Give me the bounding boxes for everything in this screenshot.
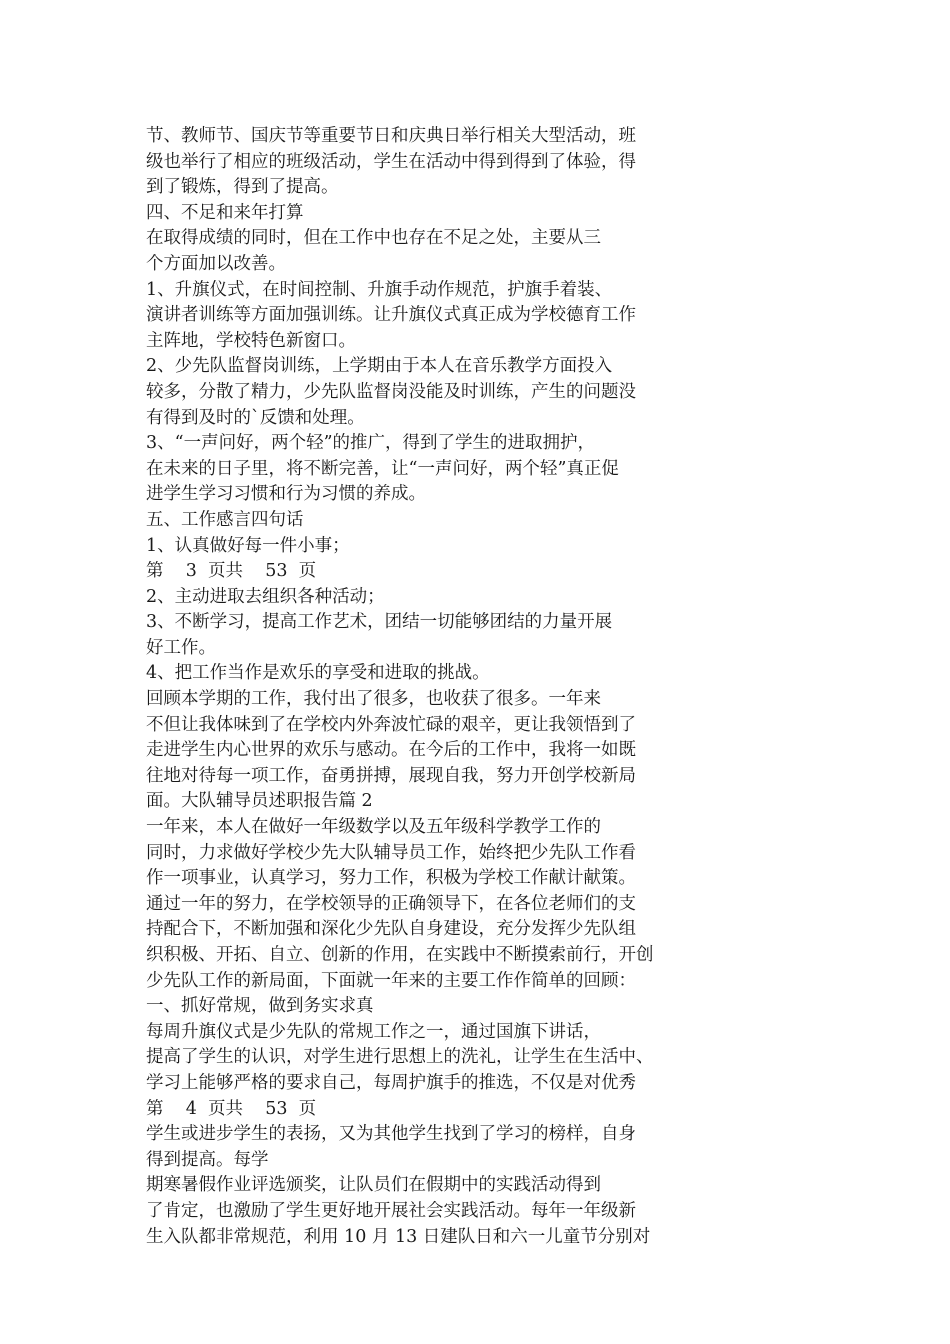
text-line: 作一项事业，认真学习，努力工作，积极为学校工作献计献策。	[146, 868, 636, 889]
section-heading: 五、工作感言四句话	[146, 509, 304, 530]
text-line: 在取得成绩的同时，但在工作中也存在不足之处，主要从三	[146, 228, 601, 249]
section-heading: 一、抓好常规，做到务实求真	[146, 996, 374, 1017]
text-line: 学生或进步学生的表扬，又为其他学生找到了学习的榜样，自身	[146, 1124, 636, 1145]
text-line: 到了锻炼，得到了提高。	[146, 177, 339, 198]
text-line: 节、教师节、国庆节等重要节日和庆典日举行相关大型活动，班	[146, 126, 636, 146]
text-line: 了肯定，也激励了学生更好地开展社会实践活动。每年一年级新	[146, 1200, 636, 1221]
text-line: 一年来，本人在做好一年级数学以及五年级科学教学工作的	[146, 817, 601, 838]
text-line: 进学生学习习惯和行为习惯的养成。	[146, 484, 426, 505]
text-line: 1、升旗仪式，在时间控制、升旗手动作规范，护旗手着装、	[146, 279, 613, 300]
text-line: 生入队都非常规范，利用 10 月 13 日建队日和六一儿童节分别对	[146, 1226, 651, 1247]
text-line: 每周升旗仪式是少先队的常规工作之一，通过国旗下讲话，	[146, 1021, 601, 1042]
text-line: 同时，力求做好学校少先大队辅导员工作，始终把少先队工作看	[146, 842, 636, 863]
text-line: 走进学生内心世界的欢乐与感动。在今后的工作中，我将一如既	[146, 740, 636, 761]
text-line: 不但让我体味到了在学校内外奔波忙碌的艰辛，更让我领悟到了	[146, 714, 636, 735]
text-line: 提高了学生的认识，对学生进行思想上的洗礼，让学生在生活中、	[146, 1047, 654, 1068]
text-line: 较多，分散了精力，少先队监督岗没能及时训练，产生的问题没	[146, 381, 636, 402]
text-line: 有得到及时的`反馈和处理。	[146, 407, 365, 428]
text-line: 3、“一声问好，两个轻”的推广，得到了学生的进取拥护，	[146, 433, 596, 454]
text-line: 2、主动进取去组织各种活动；	[146, 586, 385, 607]
page-number: 第 3 页共 53 页	[146, 561, 317, 582]
section-heading: 四、不足和来年打算	[146, 202, 304, 223]
text-line: 4、把工作当作是欢乐的享受和进取的挑战。	[146, 663, 490, 684]
text-line: 往地对待每一项工作，奋勇拼搏，展现自我，努力开创学校新局	[146, 765, 636, 786]
text-line: 持配合下，不断加强和深化少先队自身建设，充分发挥少先队组	[146, 919, 636, 940]
text-line: 期寒暑假作业评选颁奖，让队员们在假期中的实践活动得到	[146, 1175, 601, 1196]
text-line: 织积极、开拓、自立、创新的作用，在实践中不断摸索前行，开创	[146, 945, 654, 965]
text-line: 少先队工作的新局面，下面就一年来的主要工作作简单的回顾：	[146, 970, 636, 991]
text-line: 在未来的日子里，将不断完善，让“一声问好，两个轻”真正促	[146, 458, 619, 479]
text-line: 演讲者训练等方面加强训练。让升旗仪式真正成为学校德育工作	[146, 305, 636, 326]
text-line: 1、认真做好每一件小事；	[146, 535, 350, 556]
page-number: 第 4 页共 53 页	[146, 1098, 317, 1119]
text-line: 级也举行了相应的班级活动，学生在活动中得到得到了体验，得	[146, 151, 636, 172]
text-line: 回顾本学期的工作，我付出了很多，也收获了很多。一年来	[146, 689, 601, 710]
text-line: 好工作。	[146, 637, 216, 658]
document-body	[146, 124, 846, 1250]
text-line: 2、少先队监督岗训练，上学期由于本人在音乐教学方面投入	[146, 356, 613, 377]
text-line: 个方面加以改善。	[146, 253, 286, 274]
text-line: 主阵地，学校特色新窗口。	[146, 330, 356, 351]
text-line: 学习上能够严格的要求自己，每周护旗手的推选，不仅是对优秀	[146, 1072, 636, 1093]
text-line: 3、不断学习，提高工作艺术，团结一切能够团结的力量开展	[146, 612, 613, 633]
text-line: 面。大队辅导员述职报告篇 2	[146, 791, 373, 812]
text-line: 得到提高。每学	[146, 1149, 269, 1170]
text-line: 通过一年的努力，在学校领导的正确领导下，在各位老师们的支	[146, 893, 636, 914]
